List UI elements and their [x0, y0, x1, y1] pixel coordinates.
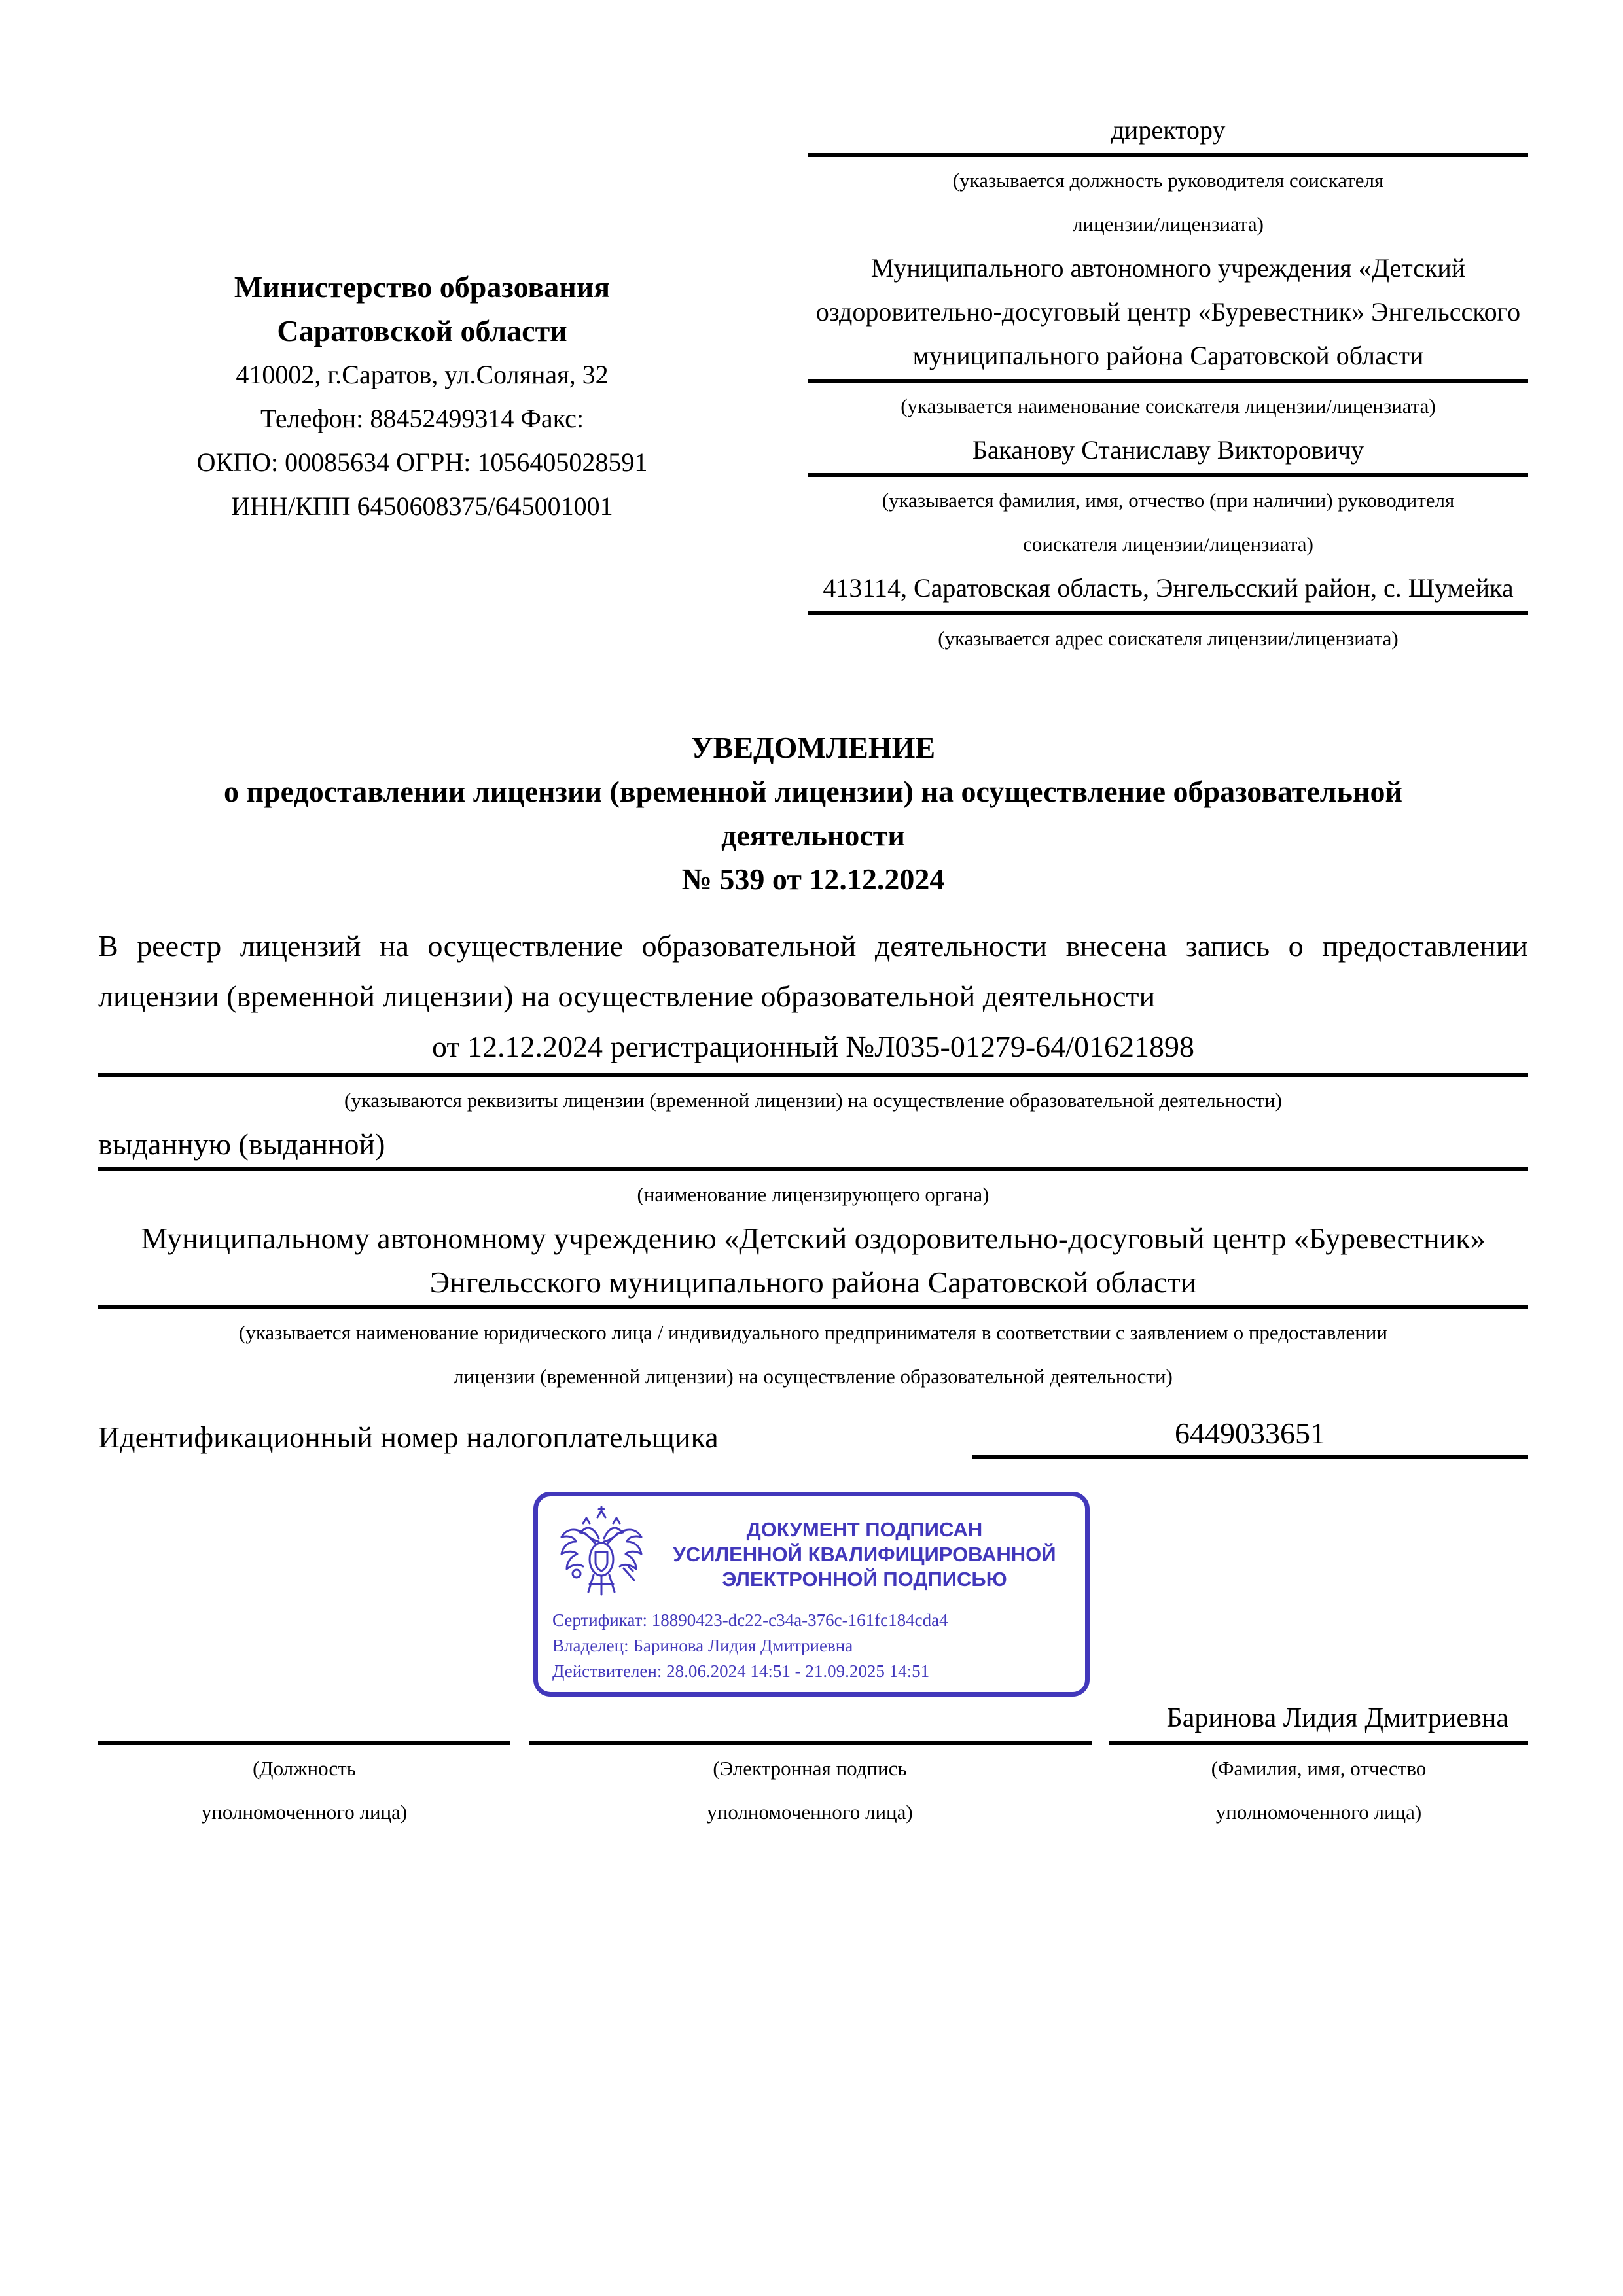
underline-rule	[808, 153, 1528, 157]
ministry-name-line1: Министерство образования	[234, 270, 611, 304]
head-caption-line2: соискателя лицензии/лицензиата)	[1023, 533, 1313, 556]
issued-phrase: выданную (выданной)	[98, 1127, 385, 1161]
underline-rule	[98, 1167, 1528, 1171]
ministry-address: 410002, г.Саратов, ул.Соляная, 32	[236, 360, 609, 389]
stamp-heading-line1: ДОКУМЕНТ ПОДПИСАН	[746, 1518, 983, 1541]
title-subject: о предоставлении лицензии (временной лицензии) на осуществление образовательной деятельности	[224, 775, 1402, 852]
addressee-block	[808, 108, 1528, 660]
licensee-caption-line2: лицензии (временной лицензии) на осуществление образовательной деятельности)	[454, 1365, 1173, 1388]
head-caption-line1: (указывается фамилия, имя, отчество (при наличии) руководителя	[882, 489, 1455, 512]
stamp-validity: Действителен: 28.06.2024 14:51 - 21.09.2025 14:51	[552, 1661, 930, 1681]
signer-name: Баринова Лидия Дмитриевна	[1166, 1703, 1508, 1733]
underline-rule	[98, 1073, 1528, 1077]
stamp-heading-line3: ЭЛЕКТРОННОЙ ПОДПИСЬЮ	[722, 1568, 1007, 1591]
addressee-head-name: Баканову Станиславу Викторовичу	[972, 435, 1364, 465]
address-caption: (указывается адрес соискателя лицензии/лицензиата)	[938, 627, 1399, 650]
underline-rule	[98, 1305, 1528, 1309]
issuer-caption: (наименование лицензирующего органа)	[637, 1183, 990, 1206]
position-caption-line1: (указывается должность руководителя соискателя	[952, 169, 1384, 192]
inn-value: 6449033651	[972, 1411, 1528, 1459]
underline-rule	[808, 473, 1528, 477]
signature-lines-row	[98, 1741, 1528, 1834]
signature-caption-fullname-line2: уполномоченного лица)	[1215, 1801, 1422, 1824]
signature-caption-position-line1: (Должность	[253, 1757, 356, 1780]
document-title	[98, 726, 1528, 901]
addressee-org-name: Муниципального автономного учреждения «Детский оздоровительно-досуговый центр «Буревестник» Энгельсского муниципального района Саратовской области	[815, 253, 1521, 370]
ministry-block	[98, 265, 746, 660]
inn-row	[98, 1411, 1528, 1459]
addressee-address: 413114, Саратовская область, Энгельсский район, с. Шумейка	[823, 573, 1514, 603]
signature-col-esign	[529, 1741, 1092, 1834]
position-caption-line2: лицензии/лицензиата)	[1073, 213, 1264, 236]
signature-caption-esign-line1: (Электронная подпись	[713, 1757, 907, 1780]
org-caption: (указывается наименование соискателя лицензии/лицензиата)	[901, 395, 1436, 417]
ministry-inn-kpp: ИНН/КПП 6450608375/645001001	[231, 491, 613, 521]
position-caption	[808, 158, 1528, 246]
main-paragraph: В реестр лицензий на осуществление образовательной деятельности внесена запись о предоставлении лицензии (временной лицензии) на осуществление образовательной деятельности	[98, 929, 1528, 1013]
ministry-phone-fax: Телефон: 88452499314 Факс:	[260, 404, 584, 433]
license-requisites: от 12.12.2024 регистрационный №Л035-01279-64/01621898	[432, 1030, 1194, 1063]
ministry-name-line2: Саратовской области	[277, 314, 567, 347]
ministry-okpo-ogrn: ОКПО: 00085634 ОГРН: 1056405028591	[196, 448, 648, 477]
stamp-owner: Владелец: Баринова Лидия Дмитриевна	[552, 1636, 853, 1655]
underline-rule	[808, 611, 1528, 615]
requisites-caption: (указываются реквизиты лицензии (временной лицензии) на осуществление образовательной деятельности)	[344, 1089, 1282, 1112]
stamp-certificate: Сертификат: 18890423-dc22-c34a-376c-161fc184cda4	[552, 1610, 948, 1630]
licensee-caption-line1: (указывается наименование юридического лица / индивидуального предпринимателя в соответствии с заявлением о предоставлении	[239, 1321, 1387, 1344]
signature-caption-esign-line2: уполномоченного лица)	[707, 1801, 913, 1824]
addressee-position: директору	[1111, 115, 1226, 145]
licensee-caption	[98, 1311, 1528, 1398]
title-word: УВЕДОМЛЕНИЕ	[690, 731, 936, 764]
head-caption	[808, 478, 1528, 566]
signature-caption-position-line2: уполномоченного лица)	[201, 1801, 408, 1824]
stamp-details	[552, 1608, 1071, 1684]
signature-col-fullname	[1109, 1741, 1528, 1834]
underline-rule	[808, 379, 1528, 383]
licensee-name: Муниципальному автономному учреждению «Детский оздоровительно-досуговый центр «Буревестник» Энгельсского муниципального района Саратовской области	[141, 1222, 1486, 1299]
ministry-name	[98, 265, 746, 353]
stamp-top-row	[552, 1506, 1071, 1604]
inn-label: Идентификационный номер налогоплательщика	[98, 1421, 719, 1454]
signature-col-position	[98, 1741, 510, 1834]
esignature-stamp	[533, 1492, 1090, 1697]
coat-of-arms-eagle-icon	[552, 1506, 651, 1604]
stamp-heading	[658, 1517, 1071, 1592]
stamp-heading-line2: УСИЛЕННОЙ КВАЛИФИЦИРОВАННОЙ	[673, 1543, 1056, 1566]
signature-caption-fullname-line1: (Фамилия, имя, отчество	[1211, 1757, 1427, 1780]
title-number-date: № 539 от 12.12.2024	[681, 862, 945, 896]
header-section	[98, 108, 1528, 660]
